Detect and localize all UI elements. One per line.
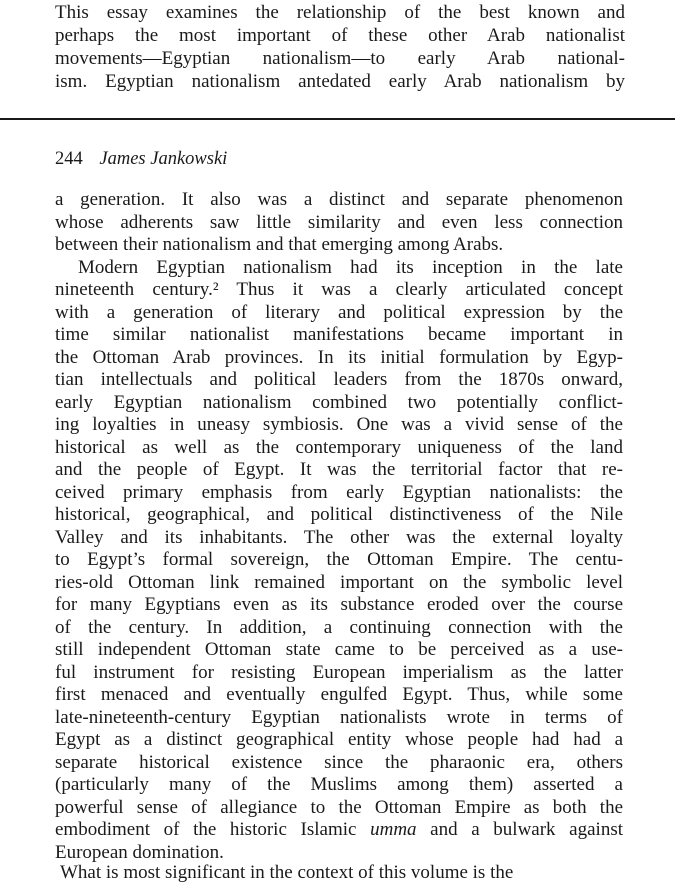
body-line: for many Egyptians even as its substance eroded over the course bbox=[55, 594, 623, 615]
body-line: the Ottoman Arab provinces. In its initial formulation by Egyp- bbox=[55, 346, 623, 368]
body-line: late-nineteenth-century Egyptian nationalists wrote in terms of bbox=[55, 706, 623, 728]
body-line: time similar nationalist manifestations became important in bbox=[55, 324, 623, 345]
page-divider bbox=[0, 118, 675, 120]
body-line: historical as well as the contemporary uniqueness of the land bbox=[55, 436, 623, 458]
body-line: ries-old Ottoman link remained important on the symbolic level bbox=[55, 571, 623, 593]
body-line: historical, geographical, and political distinctiveness of the Nile bbox=[55, 504, 623, 525]
body-line: with a generation of literary and political expression by the bbox=[55, 301, 623, 323]
body-line-text: embodiment of the historic Islamic bbox=[55, 819, 357, 840]
top-line: perhaps the most important of these other Arab nationalist bbox=[55, 25, 625, 46]
body-line: of the century. In addition, a continuing connection with the bbox=[55, 616, 623, 638]
body-line: nineteenth century.² Thus it was a clearly articulated concept bbox=[55, 279, 623, 300]
body-line: to Egypt’s formal sovereign, the Ottoman Empire. The centu- bbox=[55, 549, 623, 570]
page-header bbox=[55, 148, 227, 170]
running-head-author: James Jankowski bbox=[99, 149, 228, 169]
page-number: 244 bbox=[55, 149, 83, 169]
body-line: separate historical existence since the pharaonic era, others bbox=[55, 751, 623, 773]
body-line: ful instrument for resisting European imperialism as the latter bbox=[55, 661, 623, 683]
italic-term: umma bbox=[370, 819, 417, 840]
body-line: European domination. bbox=[55, 841, 224, 863]
body-line: first menaced and eventually engulfed Egypt. Thus, while some bbox=[55, 684, 623, 705]
cut-off-line: What is most significant in the context of this volume is the bbox=[60, 862, 514, 883]
body-line: still independent Ottoman state came to be perceived as a use- bbox=[55, 639, 623, 660]
body-line: and the people of Egypt. It was the territorial factor that re- bbox=[55, 459, 623, 480]
top-line: ism. Egyptian nationalism antedated early Arab nationalism by bbox=[55, 71, 625, 92]
body-line: Egypt as a distinct geographical entity whose people had had a bbox=[55, 729, 623, 750]
body-line: early Egyptian nationalism combined two potentially conflict- bbox=[55, 391, 623, 413]
body-line: tian intellectuals and political leaders from the 1870s onward, bbox=[55, 369, 623, 390]
top-line: movements—Egyptian nationalism—to early Arab national- bbox=[55, 48, 625, 69]
body-line: ing loyalties in uneasy symbiosis. One was a vivid sense of the bbox=[55, 414, 623, 435]
body-line: Modern Egyptian nationalism had its inception in the late bbox=[78, 256, 623, 278]
body-line bbox=[55, 819, 623, 842]
body-line: (particularly many of the Muslims among them) asserted a bbox=[55, 774, 623, 795]
body-line: Valley and its inhabitants. The other was the external loyalty bbox=[55, 526, 623, 548]
body-line: ceived primary emphasis from early Egyptian nationalists: the bbox=[55, 481, 623, 503]
body-line: whose adherents saw little similarity and even less connection bbox=[55, 211, 623, 233]
body-line: powerful sense of allegiance to the Ottoman Empire as both the bbox=[55, 796, 623, 818]
body-line: a generation. It also was a distinct and separate phenomenon bbox=[55, 189, 623, 210]
body-line-text: and a bulwark against bbox=[416, 819, 623, 840]
body-line: between their nationalism and that emerging among Arabs. bbox=[55, 234, 504, 255]
top-line: This essay examines the relationship of the best known and bbox=[55, 2, 625, 23]
